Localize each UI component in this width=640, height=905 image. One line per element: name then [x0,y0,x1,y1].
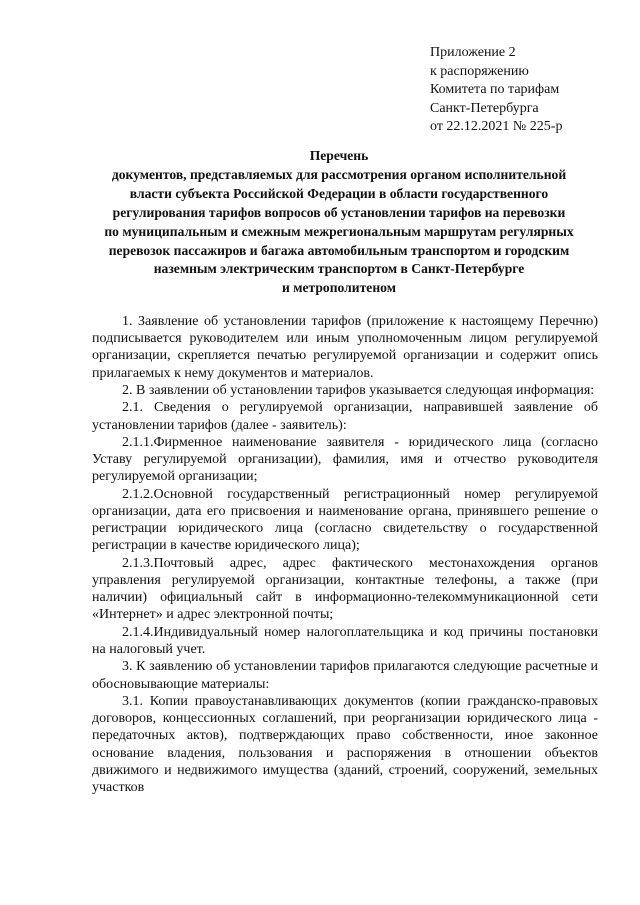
title-line: регулирования тарифов вопросов об установлении тарифов на перевозки [112,204,566,220]
paragraph-2-1-3: 2.1.3.Почтовый адрес, адрес фактического местонахождения органов управления регулируемой организации, контактные телефоны, а также (при наличии) официальный сайт в информационно-телекоммуникационной сети «Интернет» и адрес электронной почты; [92,555,598,623]
document-title [70,147,608,298]
title-line: документов, представляемых для рассмотрения органом исполнительной [111,166,567,182]
paragraph-2-1: 2.1. Сведения о регулируемой организации, направившей заявление об установлении тарифов (далее - заявитель): [92,400,598,433]
title-line: Перечень [309,148,369,163]
paragraph-2: 2. В заявлении об установлении тарифов указывается следующая информация: [122,383,595,398]
appendix-line: Приложение 2 [430,45,516,60]
title-line: и метрополитеном [282,280,396,296]
document-body [92,313,598,796]
appendix-line: от 22.12.2021 № 225-р [430,119,563,135]
paragraph-3: 3. К заявлению об установлении тарифов прилагаются следующие расчетные и обосновывающие материалы: [92,659,598,692]
title-line: власти субъекта Российской Федерации в области государственного [129,185,549,201]
appendix-line: Санкт-Петербурга [430,100,539,116]
title-line: перевозок пассажиров и багажа автомобильным транспортом и городским [108,242,570,258]
paragraph-2-1-2: 2.1.2.Основной государственный регистрационный номер регулируемой организации, дата его присвоения и наименование органа, принявшего решение о регистрации юридического лица (согласно свидетельству о государственной регистрации в качестве юридического лица); [92,486,598,554]
paragraph-3-1: 3.1. Копии правоустанавливающих документов (копии гражданско-правовых договоров, концессионных соглашений, при реорганизации юридического лица - передаточных актов), подтверждающих право собственности, иное законное основание владения, пользования и распоряжения в отношении объектов движимого и недвижимого имущества (зданий, строений, сооружений, земельных участков [92,693,598,795]
title-line: по муниципальным и смежным межрегиональным маршрутам регулярных [104,223,574,239]
paragraph-1: 1. Заявление об установлении тарифов (приложение к настоящему Перечню) подписывается руководителем или иным уполномоченным лицом регулируемой организации, скрепляется печатью регулируемой организации и содержит опись прилагаемых к нему документов и материалов. [92,314,598,381]
title-line: наземным электрическим транспортом в Санкт-Петербурге [153,261,525,277]
appendix-line: к распоряжению [430,63,529,79]
appendix-line: Комитета по тарифам [430,82,560,98]
paragraph-2-1-1: 2.1.1.Фирменное наименование заявителя - юридического лица (согласно Уставу регулируемой организации), фамилия, имя и отчество руководителя регулируемой организации; [92,434,598,485]
appendix-reference [430,44,562,137]
paragraph-2-1-4: 2.1.4.Индивидуальный номер налогоплательщика и код причины постановки на налоговый учет. [92,624,598,657]
